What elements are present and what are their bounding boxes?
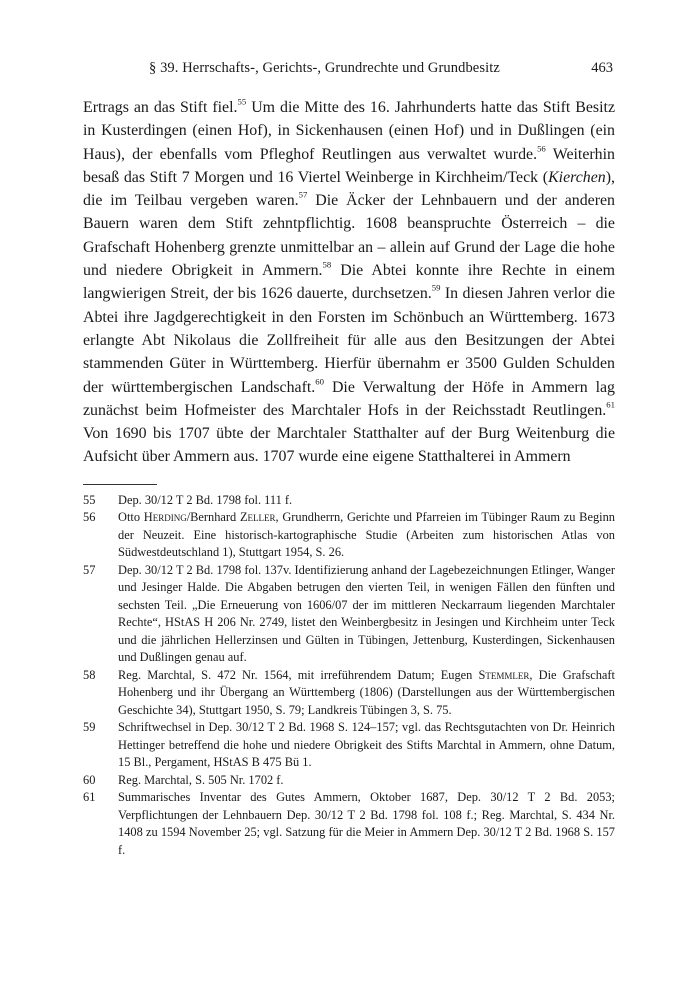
footnote-59	[83, 719, 615, 772]
footnote-ref-58[interactable]: 58	[322, 259, 332, 270]
footnote-text: , Die Grafschaft Hohenberg und ihr Übergang an Württemberg (1806) (Darstellungen aus der Württembergischen Geschichte 34), Stuttgart 1950, S. 79; Landkreis Tübingen 3, S. 75.	[118, 667, 615, 717]
footnote-number: 58	[83, 667, 96, 682]
book-page	[83, 56, 615, 859]
body-text: Weiterhin besaß das Stift 7 Morgen und 16 Viertel Weinberge in Kirchheim/Teck (	[83, 145, 615, 186]
main-text	[83, 96, 615, 469]
footnote-number: 60	[83, 772, 96, 787]
footnote-number: 61	[83, 790, 96, 805]
author-name: Stemmler	[478, 667, 530, 682]
running-header	[83, 56, 615, 82]
running-title: § 39. Herrschafts-, Gerichts-, Grundrechte und Grundbesitz	[149, 60, 500, 76]
body-text: Die Äcker der Lehnbauern und der anderen Bauern waren dem Stift zehntpflichtig. 1608 beanspruchte Österreich – die Grafschaft Hohenberg grenzte unmittelbar an – allein auf Grund der Lage die hohe und niedere Obrigkeit in Ammern.	[83, 192, 615, 280]
footnotes	[83, 492, 615, 860]
author-name: Herding	[143, 510, 187, 525]
body-text: Von 1690 bis 1707 übte der Marchtaler Statthalter auf der Burg Weitenburg die Aufsicht über Ammern aus. 1707 wurde eine eigene Statthalterei in Ammern	[83, 425, 615, 466]
body-paragraph	[83, 96, 615, 469]
body-text: Ertrags an das Stift fiel.	[83, 99, 238, 116]
body-text: Die Verwaltung der Höfe in Ammern lag zunächst beim Hofmeister des Marchtaler Hofs in der Reichsstadt Reutlingen.	[83, 378, 615, 419]
footnote-text: Dep. 30/12 T 2 Bd. 1798 fol. 111 f.	[118, 492, 293, 507]
footnote-number: 59	[83, 720, 96, 735]
footnote-number: 55	[83, 492, 96, 507]
footnote-text: Dep. 30/12 T 2 Bd. 1798 fol. 137v. Identifizierung anhand der Lagebezeichnungen Etlinger, Wanger und Jesinger Halde. Die Abgaben betrugen den vierten Teil, in wenigen Fällen den fünften und sechsten Teil. „Die Erneuerung von 1606/07 der im mittleren Neckarraum liegenden Marchtaler Rechte“, HStAS H 206 Nr. 2749, listet den Weinbergbesitz in Jesingen und Kirchheim unter Teck und die jährlichen Hellerzinsen und Gülten in Tübingen, Jettenburg, Kusterdingen, Sickenhausen und Dußlingen genau auf.	[118, 562, 615, 665]
body-text: Um die Mitte des 16. Jahrhunderts hatte das Stift Besitz in Kusterdingen (einen Hof), in Sickenhausen (einen Hof) und in Dußlingen (ein Haus), der ebenfalls vom Pfleghof Reutlingen aus verwaltet wurde.	[83, 99, 616, 163]
italic-term: Kierchen	[548, 168, 606, 186]
footnote-57	[83, 562, 615, 667]
footnote-text: Summarisches Inventar des Gutes Ammern, Oktober 1687, Dep. 30/12 T 2 Bd. 2053; Verpflichtungen der Lehnbauern Dep. 30/12 T 2 Bd. 1798 fol. 108 f.; Reg. Marchtal, S. 434 Nr. 1408 zu 1594 November 25; vgl. Satzung für die Meier in Ammern Dep. 30/12 T 2 Bd. 1968 S. 157 f.	[118, 790, 615, 857]
footnote-text: , Grundherrn, Gerichte und Pfarreien im Tübinger Raum zu Beginn der Neuzeit. Eine historisch-kartographische Studie (Arbeiten zum historischen Atlas von Südwestdeutschland 1), Stuttgart 1954, S. 26.	[118, 510, 615, 560]
footnote-text: /Bernhard	[186, 510, 240, 525]
author-name: Zeller	[239, 510, 276, 525]
footnote-ref-55[interactable]: 55	[237, 96, 247, 107]
footnote-ref-59[interactable]: 59	[431, 282, 441, 293]
footnote-56	[83, 509, 615, 562]
footnote-58	[83, 667, 615, 720]
footnote-61	[83, 789, 615, 859]
footnote-ref-56[interactable]: 56	[537, 143, 546, 154]
body-text: Die Abtei konnte ihre Rechte in einem langwierigen Streit, der bis 1626 dauerte, durchsetzen.	[83, 262, 615, 303]
footnote-text: Reg. Marchtal, S. 472 Nr. 1564, mit irreführendem Datum; Eugen	[118, 667, 479, 682]
footnote-55	[83, 492, 615, 510]
footnote-text: Otto	[118, 510, 144, 525]
footnote-text: Reg. Marchtal, S. 505 Nr. 1702 f.	[118, 772, 284, 787]
footnote-number: 57	[83, 562, 96, 577]
footnote-ref-57[interactable]: 57	[298, 189, 308, 200]
footnote-ref-61[interactable]: 61	[606, 399, 615, 410]
footnote-60	[83, 772, 615, 790]
footnote-number: 56	[83, 510, 96, 525]
footnote-ref-60[interactable]: 60	[315, 376, 324, 387]
footnote-separator	[83, 484, 157, 485]
page-number: 463	[591, 60, 613, 76]
footnote-text: Schriftwechsel in Dep. 30/12 T 2 Bd. 1968 S. 124–157; vgl. das Rechtsgutachten von Dr. Heinrich Hettinger betreffend die hohe und niedere Obrigkeit des Stifts Marchtal in Ammern, ohne Datum, 15 Bl., Pergament, HStAS B 475 Bü 1.	[118, 720, 615, 770]
body-text: ), die im Teilbau vergeben waren.	[83, 168, 615, 210]
body-text: In diesen Jahren verlor die Abtei ihre Jagdgerechtigkeit in den Forsten im Schönbuch an Württemberg. 1673 erlangte Abt Nikolaus die Zollfreiheit für alle aus den Besitzungen der Abtei stammenden Güter in Württemberg. Hierfür übernahm er 3500 Gulden Schulden der württembergischen Landschaft.	[83, 285, 615, 396]
